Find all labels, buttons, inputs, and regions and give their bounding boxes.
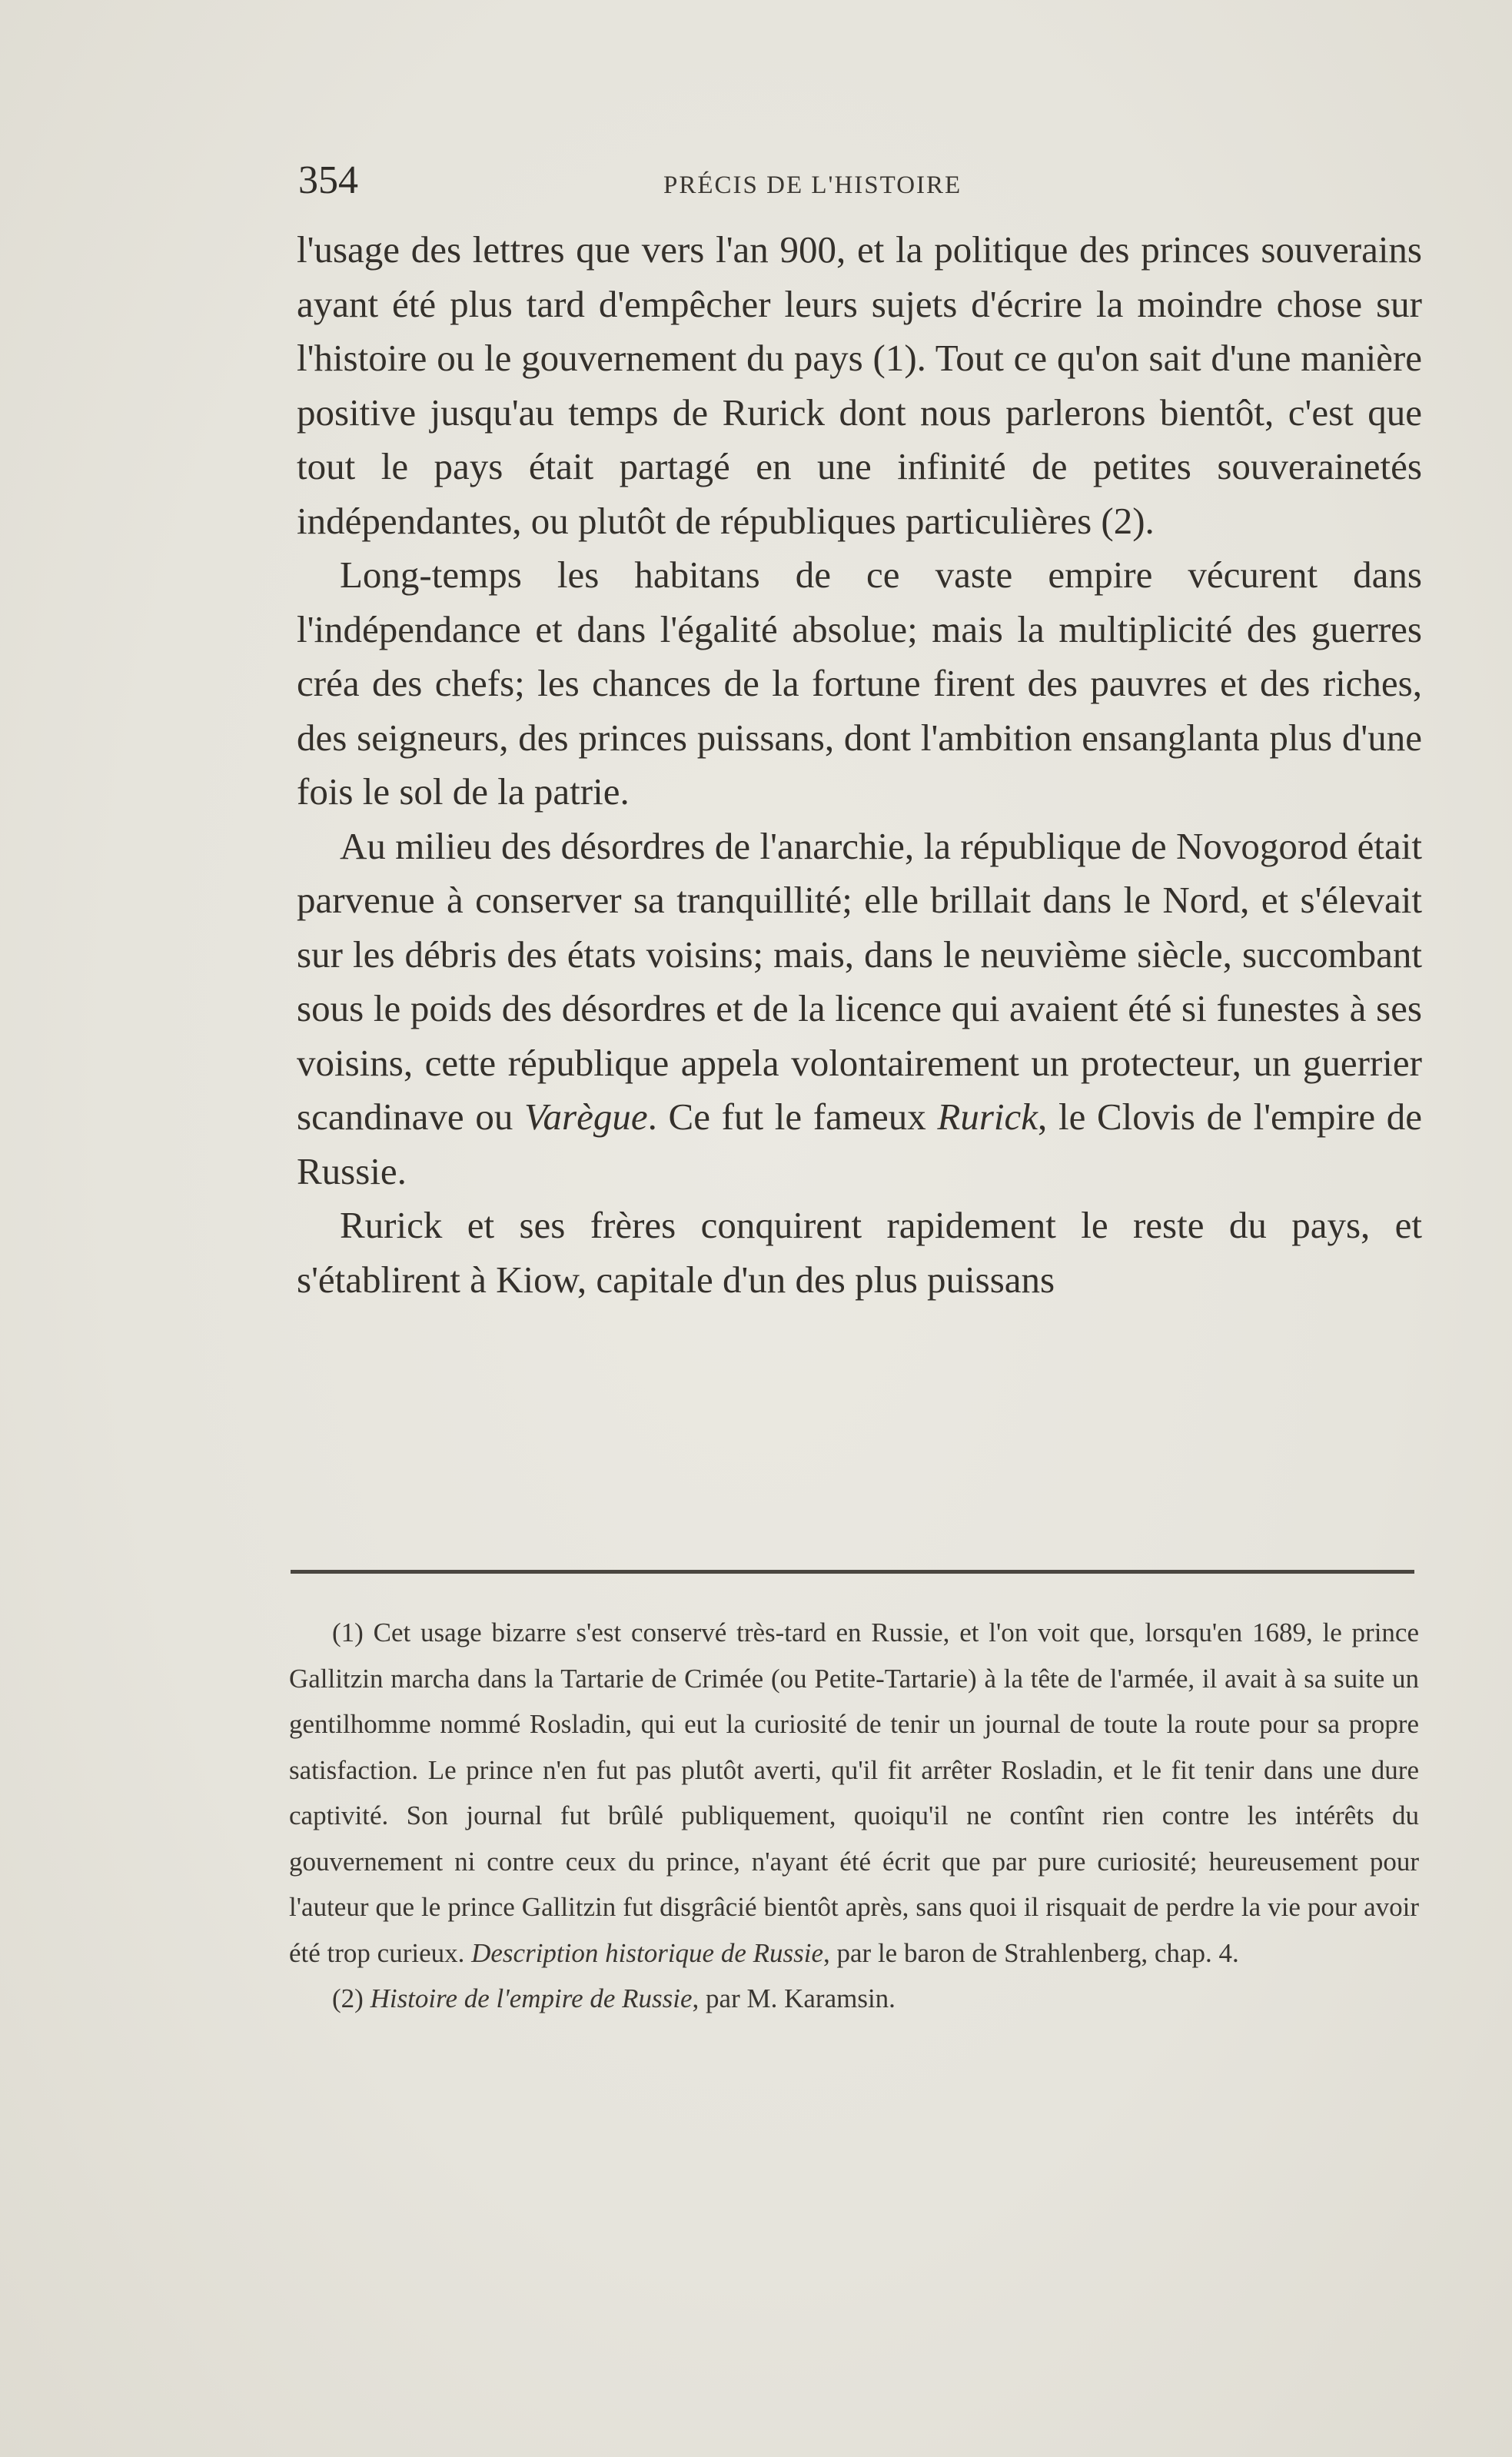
footnotes	[289, 1610, 1419, 2022]
footnote-2-marker: (2)	[332, 1983, 371, 2013]
page-header	[298, 158, 1075, 211]
paragraph-1: l'usage des lettres que vers l'an 900, et la politique des princes souverains ayant été plus tard d'empêcher leurs sujets d'écrire la moindre chose sur l'histoire ou le gouvernement du pays (1). Tout ce qu'on sait d'une manière positive jusqu'au temps de Rurick dont nous parlerons bientôt, c'est que tout le pays était partagé en une infinité de petites souverainetés indépendantes, ou plutôt de républiques particulières (2).	[297, 228, 1422, 542]
paragraph-3-text-b: . Ce fut le fameux	[647, 1096, 938, 1138]
paragraph-3-text-a: Au milieu des désordres de l'anarchie, la république de Novogorod était parvenue à conserver sa tranquillité; elle brillait dans le Nord, et s'élevait sur les débris des états voisins; mais, dans le neuvième siècle, succombant sous le poids des désordres et de la licence qui avaient été si funestes à ses voisins, cette république appela volontairement un protecteur, un guerrier scandinave ou	[297, 824, 1422, 1138]
footnote-1-end: , par le baron de Strahlenberg, chap. 4.	[823, 1937, 1239, 1968]
paragraph-3-italic-rurick: Rurick	[937, 1096, 1038, 1138]
footnote-1	[289, 1610, 1419, 1976]
page-number: 354	[298, 158, 358, 202]
footnote-1-title: Description historique de Russie	[471, 1937, 823, 1968]
footnote-2	[289, 1976, 1419, 2022]
paragraph-4: Rurick et ses frères conquirent rapidement le reste du pays, et s'établirent à Kiow, capitale d'un des plus puissans	[297, 1204, 1422, 1301]
running-title: PRÉCIS DE L'HISTOIRE	[663, 171, 962, 199]
main-text	[297, 223, 1422, 1307]
paragraph-3-italic-varegue: Varègue	[524, 1096, 648, 1138]
paragraph-2: Long-temps les habitans de ce vaste empire vécurent dans l'indépendance et dans l'égalité absolue; mais la multiplicité des guerres créa des chefs; les chances de la fortune firent des pauvres et des riches, des seigneurs, des princes puissans, dont l'ambition ensanglanta plus d'une fois le sol de la patrie.	[297, 554, 1422, 813]
footnote-1-text: (1) Cet usage bizarre s'est conservé très-tard en Russie, et l'on voit que, lorsqu'en 1689, le prince Gallitzin marcha dans la Tartarie de Crimée (ou Petite-Tartarie) à la tête de l'armée, il avait à sa suite un gentilhomme nommé Rosladin, qui eut la curiosité de tenir un journal de toute la route pour sa propre satisfaction. Le prince n'en fut pas plutôt averti, qu'il fit arrêter Rosladin, et le fit tenir dans une dure captivité. Son journal fut brûlé publiquement, quoiqu'il ne contînt rien contre les intérêts du gouvernement ni contre ceux du prince, n'ayant été écrit que par pure curiosité; heureusement pour l'auteur que le prince Gallitzin fut disgrâcié bientôt après, sans quoi il risquait de perdre la vie pour avoir été trop curieux.	[289, 1617, 1419, 1968]
footnote-2-end: , par M. Karamsin.	[692, 1983, 896, 2013]
footnote-2-title: Histoire de l'empire de Russie	[370, 1983, 693, 2013]
paragraph-3	[297, 820, 1422, 1199]
footnote-divider	[291, 1570, 1414, 1574]
paragraph-3-text-c: , le Clovis de l'empire de Russie.	[297, 1096, 1422, 1192]
